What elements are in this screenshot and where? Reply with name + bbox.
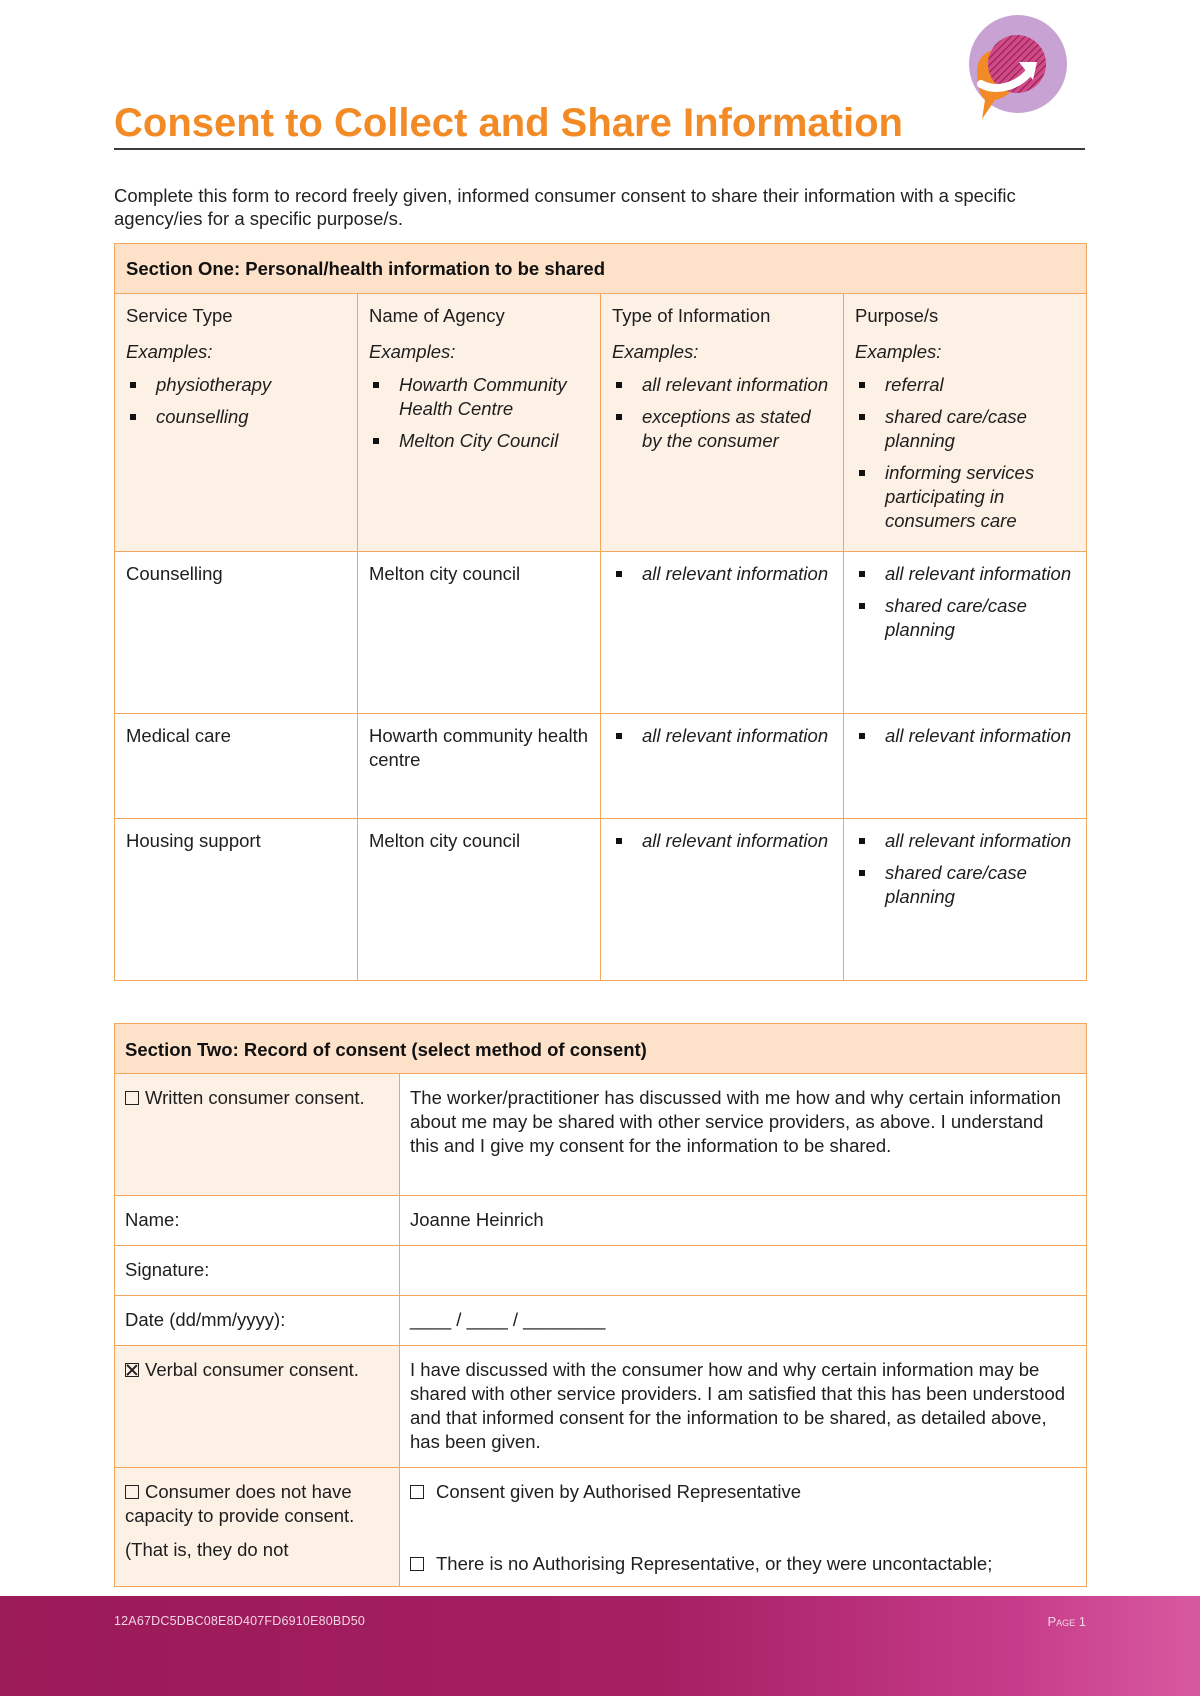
- list-item: shared care/case planning: [855, 594, 1075, 642]
- no-capacity-note: (That is, they do not: [125, 1539, 289, 1560]
- example-item: Melton City Council: [369, 429, 589, 453]
- section-one-table: [114, 243, 1087, 981]
- date-row: [115, 1296, 1087, 1346]
- example-item: referral: [855, 373, 1075, 397]
- name-field[interactable]: Joanne Heinrich: [400, 1196, 1087, 1246]
- examples-label: Examples:: [612, 341, 699, 362]
- examples-label: Examples:: [855, 341, 942, 362]
- examples-row: [115, 294, 1087, 552]
- document-code: 12A67DC5DBC08E8D407FD6910E80BD50: [114, 1614, 365, 1628]
- purpose-cell[interactable]: [844, 819, 1087, 981]
- verbal-consent-row: [115, 1346, 1087, 1468]
- example-item: physiotherapy: [126, 373, 346, 397]
- info-type-cell[interactable]: [601, 714, 844, 819]
- column-header-purpose: Purpose/s: [855, 305, 939, 326]
- examples-label: Examples:: [369, 341, 456, 362]
- info-type-cell[interactable]: [601, 552, 844, 714]
- section-two-heading: Section Two: Record of consent (select method of consent): [115, 1024, 1087, 1074]
- purpose-cell[interactable]: [844, 552, 1087, 714]
- written-consent-option[interactable]: [115, 1074, 400, 1196]
- example-item: all relevant information: [612, 373, 832, 397]
- date-field[interactable]: ____ / ____ / ________: [400, 1296, 1087, 1346]
- written-consent-row: [115, 1074, 1087, 1196]
- examples-cell-agency: [358, 294, 601, 552]
- example-item: exceptions as stated by the consumer: [612, 405, 832, 453]
- purpose-cell[interactable]: [844, 714, 1087, 819]
- verbal-consent-option[interactable]: [115, 1346, 400, 1468]
- agency-cell[interactable]: Howarth community health centre: [358, 714, 601, 819]
- example-item: Howarth Community Health Centre: [369, 373, 589, 421]
- intro-text: Complete this form to record freely given, informed consumer consent to share their information with a specific agency/ies for a specific purpose/s.: [114, 185, 1016, 229]
- verbal-consent-text: I have discussed with the consumer how and why certain information may be shared with other service providers. I am satisfied that this has been understood and that informed consent for the information to be shared, as detailed above, has been given.: [400, 1346, 1087, 1468]
- organisation-logo: [955, 14, 1075, 136]
- list-item: all relevant information: [855, 562, 1075, 586]
- no-capacity-label: Consumer does not have capacity to provide consent.: [125, 1481, 355, 1526]
- signature-label: Signature:: [115, 1246, 400, 1296]
- verbal-consent-label: Verbal consumer consent.: [145, 1359, 359, 1380]
- column-header-info-type: Type of Information: [612, 305, 771, 326]
- service-type-cell[interactable]: Medical care: [115, 714, 358, 819]
- signature-field[interactable]: [400, 1246, 1087, 1296]
- page-footer: [0, 1596, 1200, 1696]
- date-label: Date (dd/mm/yyyy):: [115, 1296, 400, 1346]
- list-item: all relevant information: [612, 724, 832, 748]
- table-row: [115, 819, 1087, 981]
- page-number: Page 1: [1047, 1614, 1086, 1629]
- service-type-cell[interactable]: Housing support: [115, 819, 358, 981]
- written-consent-label: Written consumer consent.: [145, 1087, 365, 1108]
- examples-cell-service: [115, 294, 358, 552]
- signature-row: [115, 1246, 1087, 1296]
- info-type-cell[interactable]: [601, 819, 844, 981]
- capacity-options-cell: [400, 1468, 1087, 1587]
- agency-cell[interactable]: Melton city council: [358, 819, 601, 981]
- examples-cell-info: [601, 294, 844, 552]
- form-title: Consent to Collect and Share Information: [114, 101, 903, 145]
- capacity-row: [115, 1468, 1087, 1587]
- verbal-consent-checkbox[interactable]: [125, 1363, 139, 1377]
- no-rep-label: There is no Authorising Representative, or they were uncontactable;: [436, 1553, 993, 1574]
- table-row: [115, 714, 1087, 819]
- list-item: shared care/case planning: [855, 861, 1075, 909]
- name-label: Name:: [115, 1196, 400, 1246]
- example-item: shared care/case planning: [855, 405, 1075, 453]
- example-item: counselling: [126, 405, 346, 429]
- authorised-rep-checkbox[interactable]: [410, 1485, 424, 1499]
- no-capacity-checkbox[interactable]: [125, 1485, 139, 1499]
- written-consent-text: The worker/practitioner has discussed with me how and why certain information about me may be shared with other service providers, as above. I understand this and I give my consent for the information to be shared.: [400, 1074, 1087, 1196]
- agency-cell[interactable]: Melton city council: [358, 552, 601, 714]
- list-item: all relevant information: [612, 562, 832, 586]
- title-divider: [114, 148, 1085, 150]
- service-type-cell[interactable]: Counselling: [115, 552, 358, 714]
- authorised-rep-label: Consent given by Authorised Representative: [436, 1481, 802, 1502]
- list-item: all relevant information: [855, 724, 1075, 748]
- no-capacity-option[interactable]: [115, 1468, 400, 1587]
- no-rep-checkbox[interactable]: [410, 1557, 424, 1571]
- section-one-heading: Section One: Personal/health information to be shared: [115, 244, 1087, 294]
- name-row: [115, 1196, 1087, 1246]
- column-header-agency: Name of Agency: [369, 305, 505, 326]
- section-two-table: [114, 1023, 1087, 1587]
- example-item: informing services participating in consumers care: [855, 461, 1075, 533]
- list-item: all relevant information: [612, 829, 832, 853]
- examples-cell-purpose: [844, 294, 1087, 552]
- written-consent-checkbox[interactable]: [125, 1091, 139, 1105]
- column-header-service-type: Service Type: [126, 305, 233, 326]
- table-row: [115, 552, 1087, 714]
- list-item: all relevant information: [855, 829, 1075, 853]
- examples-label: Examples:: [126, 341, 213, 362]
